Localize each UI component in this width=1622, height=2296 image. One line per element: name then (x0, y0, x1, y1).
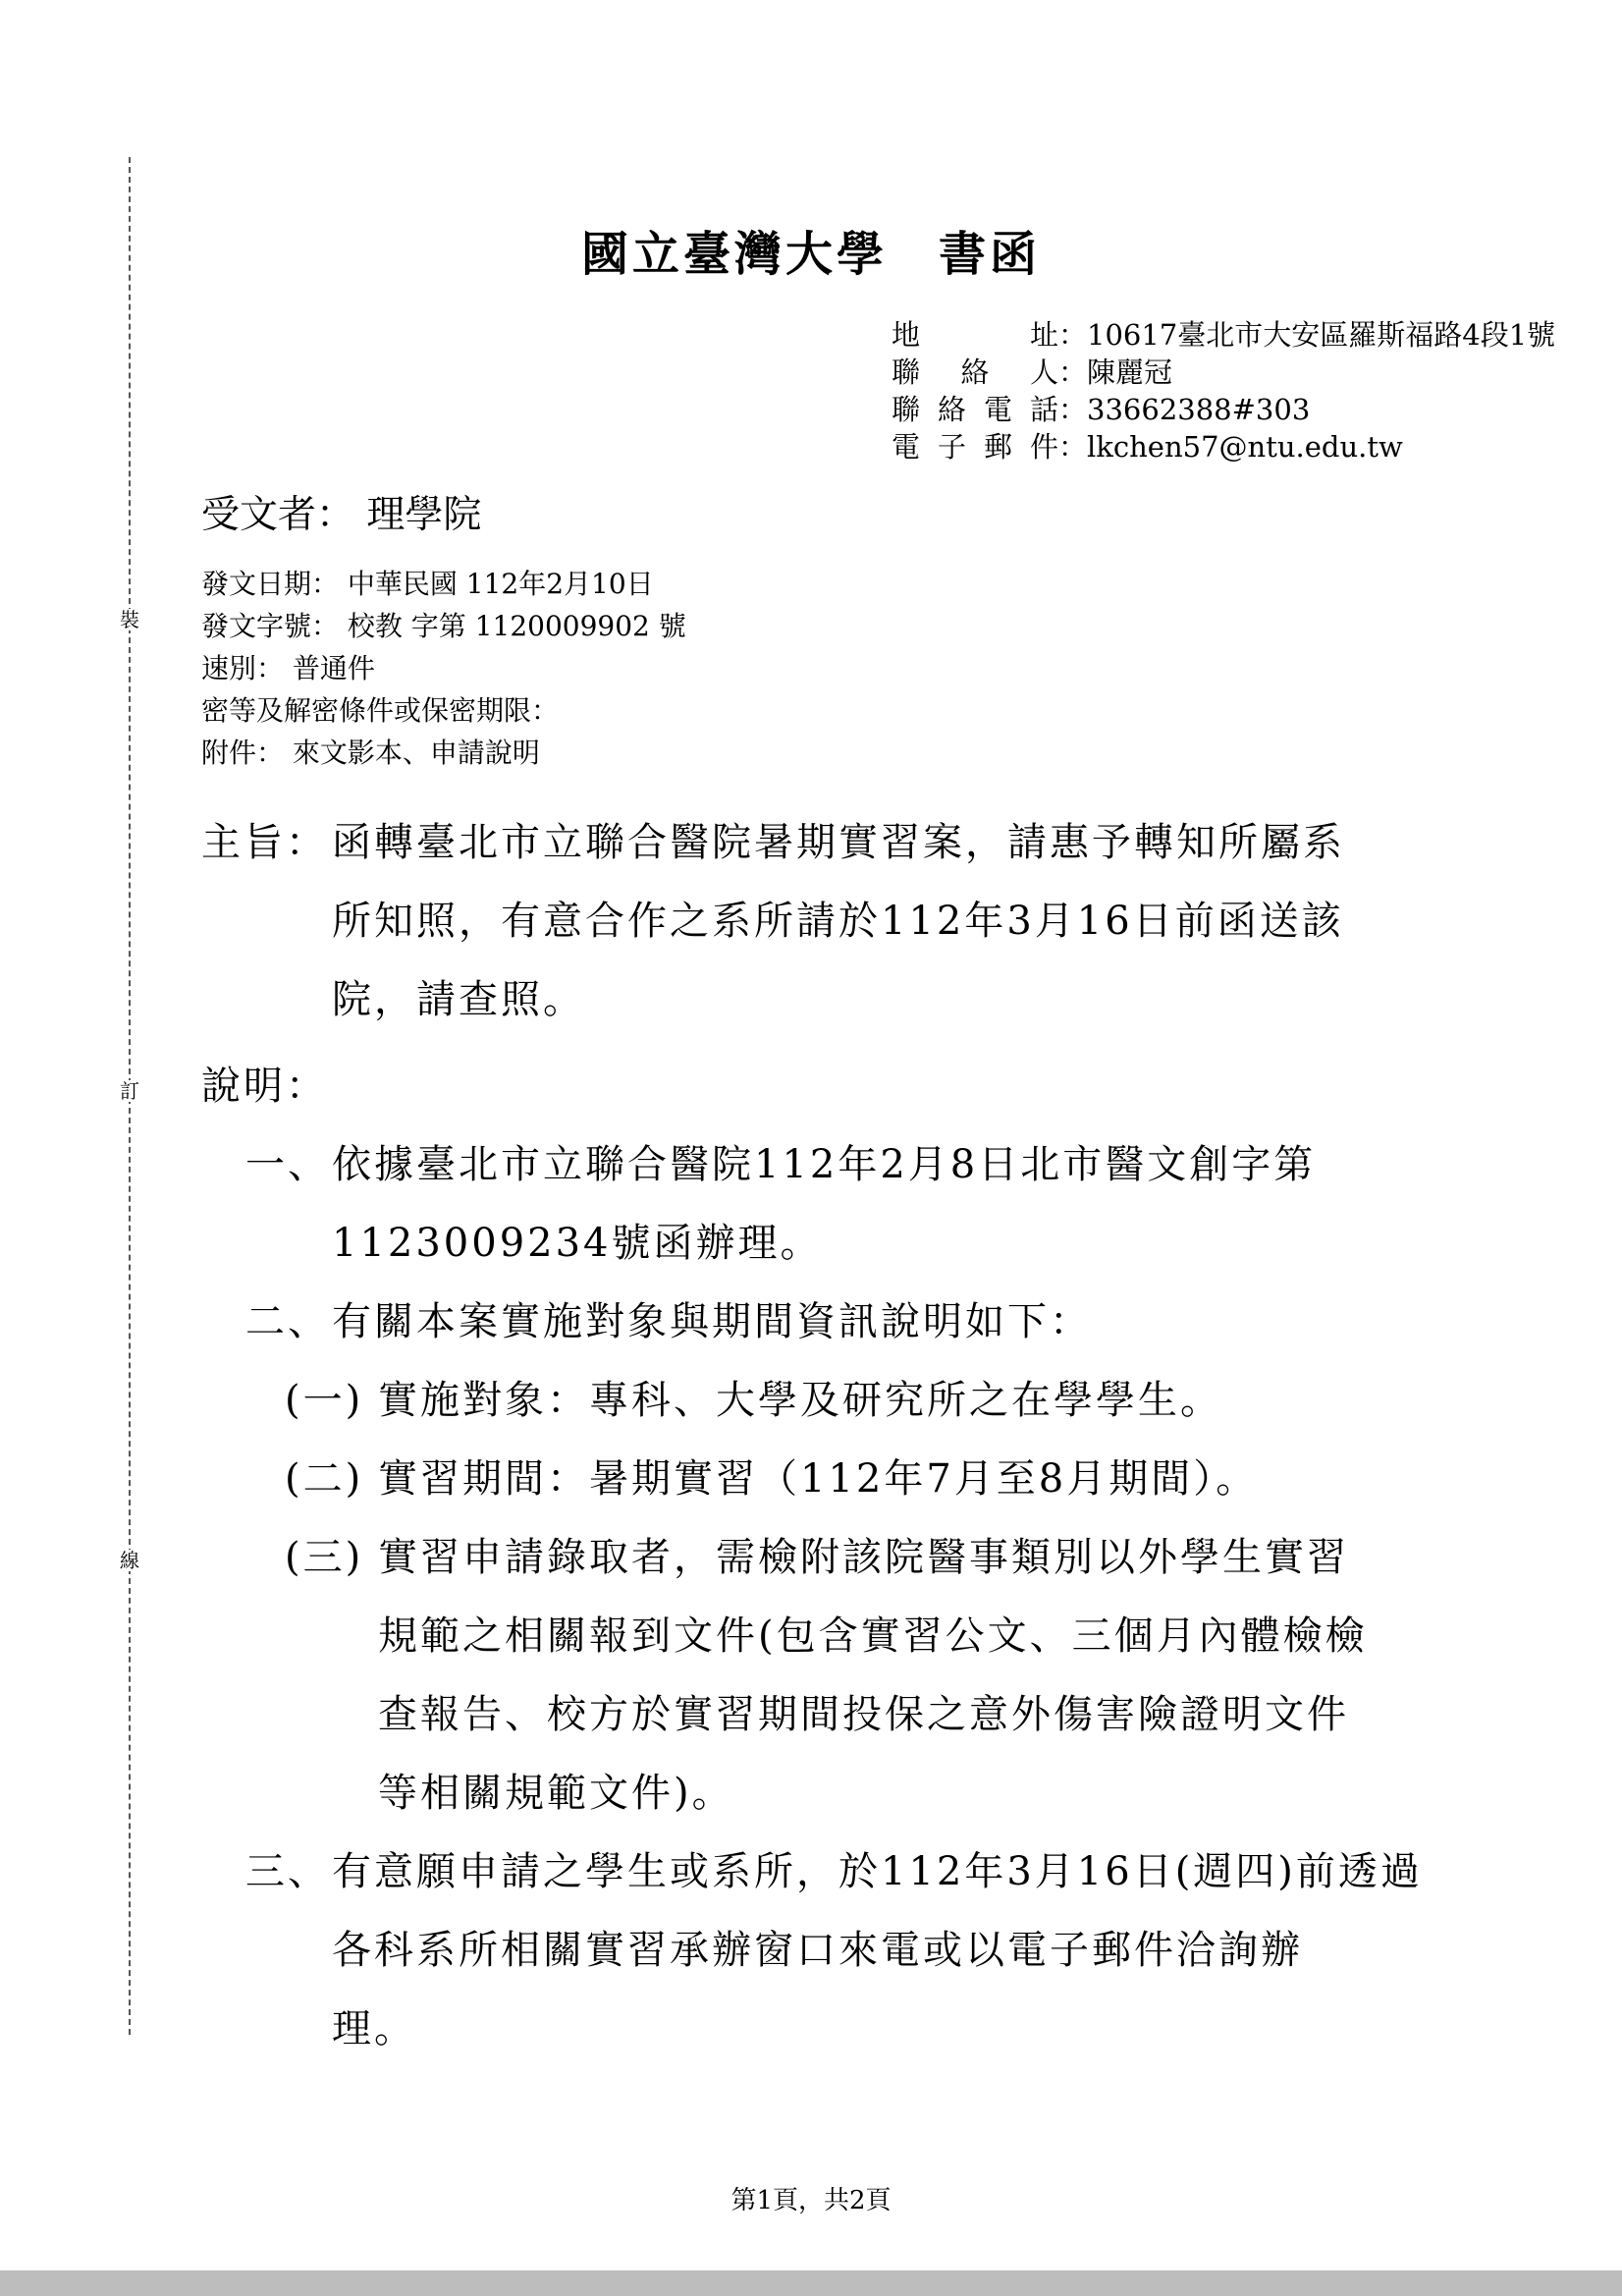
page-number: 第1頁，共2頁 (730, 2186, 892, 2215)
item-marker: 二、 (245, 1299, 330, 1344)
item-line: 規範之相關報到文件(包含實習公文、三個月內體檢檢 (378, 1613, 1368, 1659)
contact-block (892, 316, 1555, 465)
subject-line: 函轉臺北市立聯合醫院暑期實習案，請惠予轉知所屬系 (332, 820, 1345, 865)
contact-person: 聯絡人：陳麗冠 (892, 355, 1173, 389)
document-number: 發文字號： 校教 字第 1120009902 號 (201, 610, 686, 642)
binding-mark-ding: 訂 (120, 1079, 139, 1103)
delivery-speed: 速別： 普通件 (201, 652, 375, 684)
binding-mark-zhuang: 裝 (120, 608, 139, 631)
item-line: 實習期間：暑期實習（112年7月至8月期間）。 (378, 1456, 1259, 1502)
explanation-label: 說明： (201, 1064, 328, 1109)
subject-line: 所知照，有意合作之系所請於112年3月16日前函送該 (332, 899, 1344, 944)
item-line: 實習申請錄取者，需檢附該院醫事類別以外學生實習 (378, 1535, 1349, 1580)
item-marker: 一、 (245, 1142, 330, 1187)
item-line: 1123009234號函辦理。 (332, 1221, 823, 1266)
document-title: 國立臺灣大學 書函 (580, 227, 1041, 282)
item-line: 依據臺北市立聯合醫院112年2月8日北市醫文創字第 (332, 1142, 1317, 1187)
binding-mark-xian: 線 (120, 1549, 139, 1572)
item-line: 有意願申請之學生或系所，於112年3月16日(週四)前透過 (332, 1849, 1423, 1894)
contact-phone: 聯絡電話：33662388#303 (892, 393, 1311, 426)
contact-address: 地 址：10617臺北市大安區羅斯福路4段1號 (892, 318, 1556, 352)
issue-date: 發文日期： 中華民國 112年2月10日 (201, 568, 654, 600)
item-line: 實施對象：專科、大學及研究所之在學學生。 (378, 1378, 1222, 1423)
item-line: 理。 (332, 2006, 416, 2051)
subitem-marker: (一) (285, 1378, 364, 1423)
item-line: 查報告、校方於實習期間投保之意外傷害險證明文件 (378, 1692, 1349, 1737)
subitem-marker: (三) (285, 1535, 364, 1580)
recipient: 受文者： 理學院 (201, 493, 482, 537)
item-marker: 三、 (245, 1849, 330, 1894)
document-meta (201, 563, 686, 774)
subitem-marker: (二) (285, 1456, 364, 1502)
item-line: 有關本案實施對象與期間資訊說明如下： (332, 1299, 1092, 1344)
subject-label: 主旨： (201, 820, 328, 865)
item-line: 各科系所相關實習承辦窗口來電或以電子郵件洽詢辦 (332, 1928, 1303, 1973)
viewer-bottom-bar (0, 2270, 1622, 2296)
item-line: 等相關規範文件)。 (378, 1771, 734, 1816)
subject-line: 院，請查照。 (332, 977, 585, 1022)
confidentiality: 密等及解密條件或保密期限： (201, 694, 560, 727)
attachments: 附件： 來文影本、申請說明 (201, 737, 540, 769)
contact-email: 電子郵件：lkchen57@ntu.edu.tw (892, 430, 1403, 464)
